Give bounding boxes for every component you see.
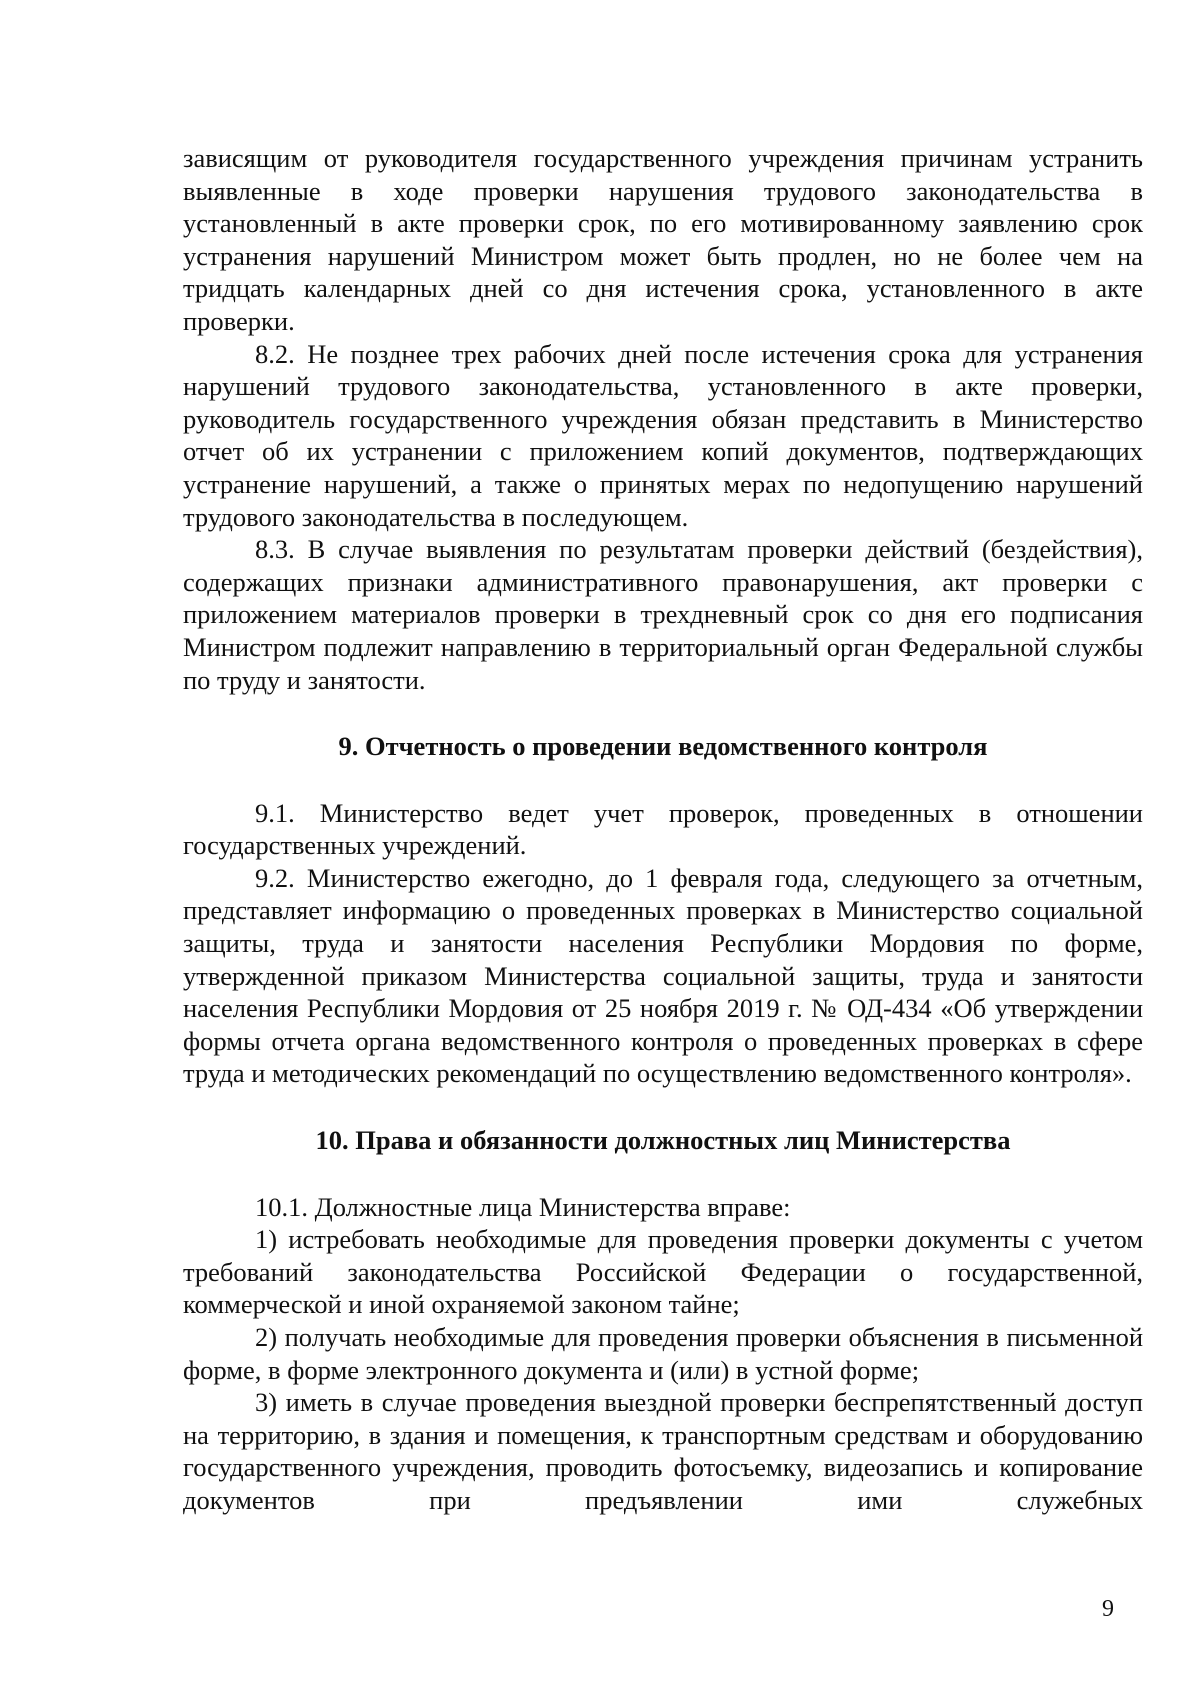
page-number: 9 xyxy=(1102,1596,1114,1622)
list-item-2: 2) получать необходимые для проведения проверки объяснения в письменной форме, в форме электронного документа и (или) в устной форме; xyxy=(183,1322,1143,1385)
paragraph-8-2: 8.2. Не позднее трех рабочих дней после истечения срока для устранения нарушений трудового законодательства, установленного в акте проверки, руководитель государственного учреждения обязан представить в Министерство отчет об их устранении с приложением копий документов, подтверждающих устранение нарушений, а также о принятых мерах по недопущению нарушений трудового законодательства в последующем. xyxy=(183,338,1143,532)
paragraph-8-3: 8.3. В случае выявления по результатам проверки действий (бездействия), содержащих признаки административного правонарушения, акт проверки с приложением материалов проверки в трехдневный срок со дня его подписания Министром подлежит направлению в территориальный орган Федеральной службы по труду и занятости. xyxy=(183,534,1143,695)
paragraph-continuation: зависящим от руководителя государственного учреждения причинам устранить выявленные в ходе проверки нарушения трудового законодательства в установленный в акте проверки срок, по его мотивированному заявлению срок устранения нарушений Министром может быть продлен, но не более чем на тридцать календарных дней со дня истечения срока, установленного в акте проверки. xyxy=(183,143,1143,336)
paragraph-9-1: 9.1. Министерство ведет учет проверок, проведенных в отношении государственных учреждений. xyxy=(183,797,1143,861)
document-body xyxy=(183,142,1143,1517)
paragraph-10-1: 10.1. Должностные лица Министерства вправе: xyxy=(255,1191,791,1222)
list-item-1: 1) истребовать необходимые для проведения проверки документы с учетом требований законодательства Российской Федерации о государственной, коммерческой и иной охраняемой законом тайне; xyxy=(183,1224,1143,1320)
section-9-heading: 9. Отчетность о проведении ведомственного контроля xyxy=(338,731,988,762)
paragraph-9-2: 9.2. Министерство ежегодно, до 1 февраля года, следующего за отчетным, представляет информацию о проведенных проверках в Министерство социальной защиты, труда и занятости населения Республики Мордовия по форме, утвержденной приказом Министерства социальной защиты, труда и занятости населения Республики Мордовия от 25 ноября 2019 г. № ОД-434 «Об утверждении формы отчета органа ведомственного контроля о проведенных проверках в сфере труда и методических рекомендаций по осуществлению ведомственного контроля». xyxy=(183,862,1143,1089)
list-item-3: 3) иметь в случае проведения выездной проверки беспрепятственный доступ на территорию, в здания и помещения, к транспортным средствам и оборудованию государственного учреждения, проводить фотосъемку, видеозапись и копирование документов при предъявлении ими служебных xyxy=(183,1387,1143,1515)
section-10-heading: 10. Права и обязанности должностных лиц Министерства xyxy=(315,1125,1011,1156)
